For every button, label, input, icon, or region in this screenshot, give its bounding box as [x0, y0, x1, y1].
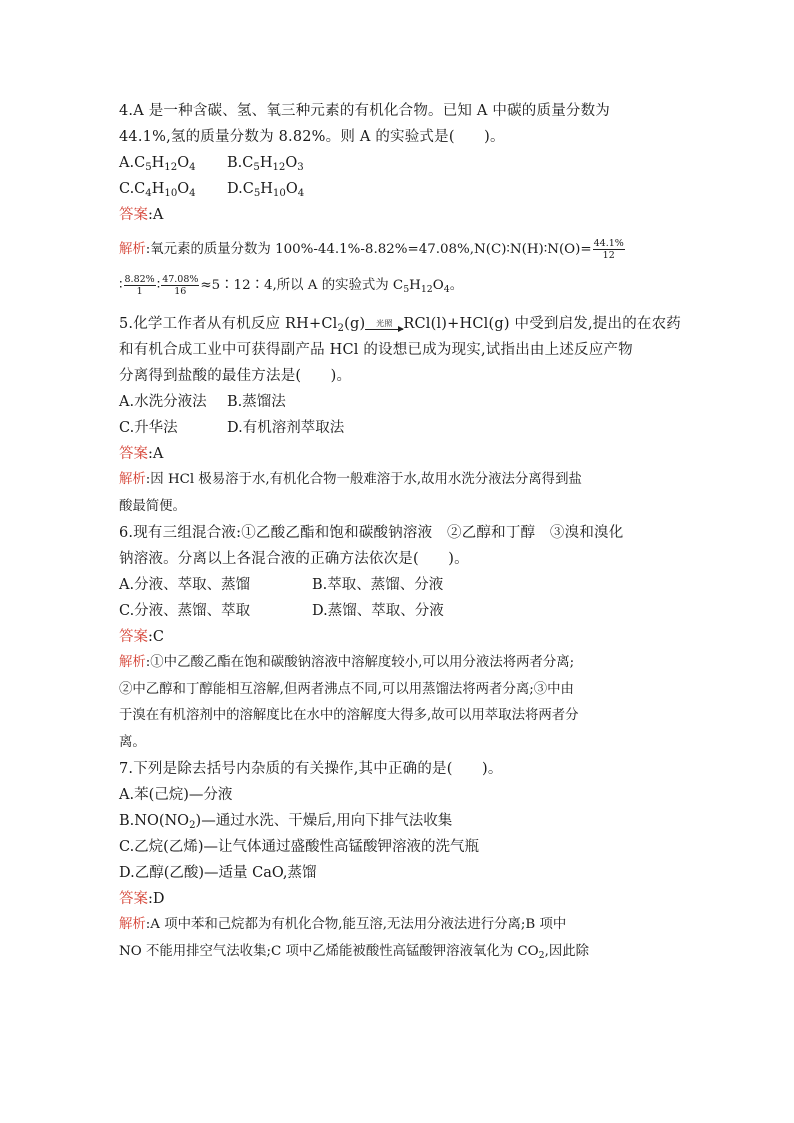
- question-4: [119, 98, 674, 299]
- q5-option-b: B.蒸馏法: [227, 394, 286, 410]
- q4-explanation-line1: 解析:氧元素的质量分数为 100%-44.1%-8.82%=47.08%,N(C)∶N(H)∶N(O)= $\frac{44.1\%}{12}$: [119, 238, 624, 261]
- q6-explanation-line3: 于溴在有机溶剂中的溶解度比在水中的溶解度大得多,故可以用萃取法将两者分: [119, 708, 579, 723]
- q4-frac-oxygen: $\frac{47.08\%}{16}$: [162, 273, 199, 297]
- q5-options-row1: [119, 389, 674, 415]
- q4-options-row2: [119, 176, 674, 202]
- q5-stem-line1: 5.化学工作者从有机反应 $RH+Cl_2(g)$ 光照 RCl(l)+HCl(g) 中受到启发,提出的在农药: [119, 316, 681, 334]
- q4-option-b: $B.C_5H_{12}O_3$: [227, 155, 304, 173]
- q4-option-d: $D.C_5H_{10}O_4$: [227, 181, 305, 199]
- q4-frac-hydrogen: $\frac{8.82\%}{1}$: [124, 273, 155, 297]
- q4-explanation-line2: ∶ $\frac{8.82\%}{1}$ ∶ $\frac{47.08\%}{16}$ ≈5∶12∶4,所以 A 的实验式为 $C_5H_{12}O_4$。: [119, 273, 464, 297]
- question-7: [119, 756, 674, 965]
- q6-answer: 答案:C: [119, 629, 164, 645]
- q7-explanation-line2: NO 不能用排空气法收集;C 项中乙烯能被酸性高锰酸钾溶液氧化为 $CO_2$,因此除: [119, 943, 590, 961]
- q4-answer: 答案:A: [119, 207, 164, 223]
- q6-stem-line1: 6.现有三组混合液:①乙酸乙酯和饱和碳酸钠溶液 ②乙醇和丁醇 ③溴和溴化: [119, 525, 624, 541]
- q5-option-a: A.水洗分液法: [119, 394, 207, 410]
- q5-options-row2: [119, 415, 674, 441]
- q6-explanation-line2: ②中乙醇和丁醇能相互溶解,但两者沸点不同,可以用蒸馏法将两者分离;③中由: [119, 681, 574, 697]
- question-5: [119, 311, 681, 520]
- q6-options-row2: [119, 598, 674, 624]
- q5-answer: 答案:A: [119, 446, 164, 462]
- q7-option-b: $B.NO(NO_2)—$通过水洗、干燥后,用向下排气法收集: [119, 813, 453, 831]
- q7-option-a: A.苯(己烷)—分液: [119, 787, 233, 803]
- question-6: [119, 520, 674, 756]
- reaction-arrow: 光照: [365, 319, 403, 330]
- q4-option-a: $A.C_5H_{12}O_4$: [119, 155, 196, 173]
- q6-option-c: C.分液、蒸馏、萃取: [119, 603, 251, 619]
- q6-stem-line2: 钠溶液。分离以上各混合液的正确方法依次是( )。: [119, 551, 469, 567]
- q6-option-d: D.蒸馏、萃取、分液: [312, 603, 444, 619]
- q4-stem-line1: 4.A 是一种含碳、氢、氧三种元素的有机化合物。已知 A 中碳的质量分数为: [119, 103, 611, 119]
- q5-stem-line2: 和有机合成工业中可获得副产品 HCl 的设想已成为现实,试指出由上述反应产物: [119, 342, 633, 358]
- q5-explanation-line2: 酸最简便。: [119, 498, 186, 514]
- q4-frac-carbon: $\frac{44.1\%}{12}$: [593, 238, 624, 261]
- q7-answer: 答案:D: [119, 891, 165, 907]
- q6-option-b: B.萃取、蒸馏、分液: [312, 577, 444, 593]
- q6-explanation-line1: 解析:①中乙酸乙酯在饱和碳酸钠溶液中溶解度较小,可以用分液法将两者分离;: [119, 655, 575, 670]
- q5-explanation-line1: 解析:因 HCl 极易溶于水,有机化合物一般难溶于水,故用水洗分液法分离得到盐: [119, 472, 582, 487]
- q4-option-c: $C.C_4H_{10}O_4$: [119, 181, 196, 199]
- q5-option-c: C.升华法: [119, 420, 178, 436]
- q6-options-row1: [119, 572, 674, 598]
- q6-explanation-line4: 离。: [119, 734, 146, 750]
- q7-option-c: C.乙烷(乙烯)—让气体通过盛酸性高锰酸钾溶液的洗气瓶: [119, 839, 479, 855]
- q5-stem-line3: 分离得到盐酸的最佳方法是( )。: [119, 368, 352, 384]
- q7-stem-line1: 7.下列是除去括号内杂质的有关操作,其中正确的是( )。: [119, 761, 503, 777]
- q7-explanation-line1: 解析:A 项中苯和己烷都为有机化合物,能互溶,无法用分液法进行分离;B 项中: [119, 917, 567, 932]
- q4-options-row1: [119, 150, 674, 176]
- q5-option-d: D.有机溶剂萃取法: [227, 420, 345, 436]
- q7-option-d: D.乙醇(乙酸)—适量 CaO,蒸馏: [119, 865, 317, 881]
- document-page: [119, 98, 681, 965]
- q4-stem-line2: 44.1%,氢的质量分数为 8.82%。则 A 的实验式是( )。: [119, 129, 505, 145]
- q6-option-a: A.分液、萃取、蒸馏: [119, 577, 251, 593]
